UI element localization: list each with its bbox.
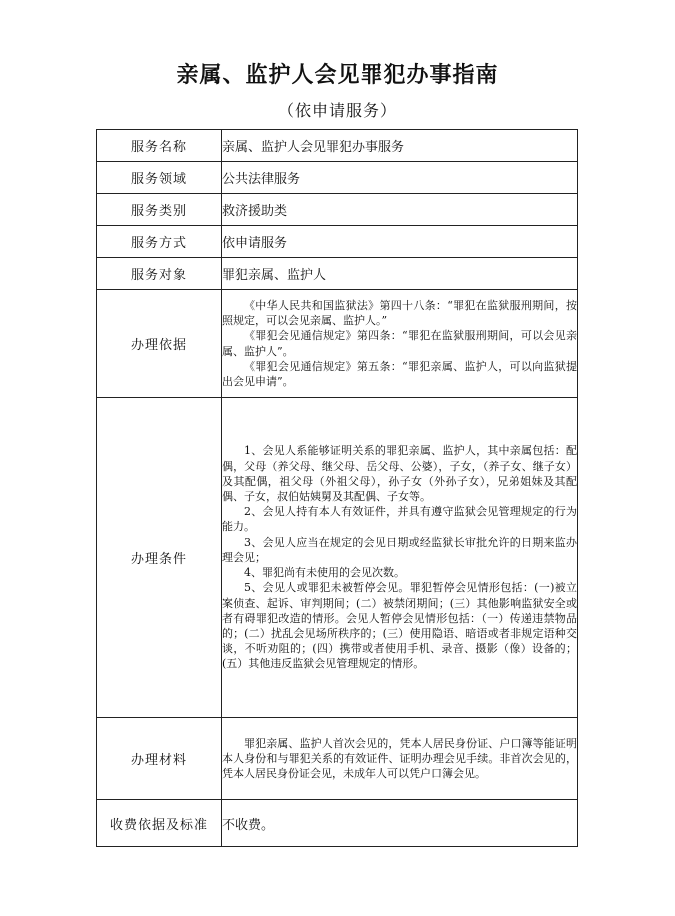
condition-paragraph: 3、会见人应当在规定的会见日期或经监狱长审批允许的日期来监办理会见； (222, 535, 577, 564)
condition-paragraph: 1、会见人系能够证明关系的罪犯亲属、监护人，其中亲属包括：配偶，父母（养父母、继父母、岳父母、公婆），子女，（养子女、继子女）及其配偶，祖父母（外祖父母），孙子女（外孙子女），兄弟姐妹及其配偶、子女，叔伯姑姨舅及其配偶、子女等。 (222, 444, 577, 504)
row-label-service-name: 服务名称 (97, 130, 222, 162)
table-row (97, 258, 578, 290)
basis-paragraph: 《罪犯会见通信规定》第四条：“罪犯在监狱服刑期间，可以会见亲属、监护人”。 (222, 329, 577, 358)
row-value-service-category: 救济援助类 (222, 194, 578, 226)
row-label-basis: 办理依据 (97, 290, 222, 398)
table-row (97, 398, 578, 718)
condition-paragraph: 2、会见人持有本人有效证件，并具有遵守监狱会见管理规定的行为能力。 (222, 505, 577, 534)
row-label-service-method: 服务方式 (97, 226, 222, 258)
row-value-service-domain: 公共法律服务 (222, 162, 578, 194)
service-guide-table (96, 129, 578, 847)
row-value-service-method: 依申请服务 (222, 226, 578, 258)
page-subtitle: （依申请服务） (277, 101, 397, 120)
row-value-basis (222, 290, 578, 398)
table-row (97, 290, 578, 398)
condition-paragraph: 4、罪犯尚有未使用的会见次数。 (244, 566, 405, 580)
table-row (97, 800, 578, 847)
condition-paragraph: 5、会见人或罪犯未被暂停会见。罪犯暂停会见情形包括：(一)被立案侦查、起诉、审判期间；(二）被禁闭期间；(三）其他影响监狱安全或者有碍罪犯改造的情形。会见人暂停会见情形包括：（一）传递违禁物品的；(二）扰乱会见场所秩序的；(三）使用隐语、暗语或者非规定语种交谈，不听劝阻的；(四）携带或者使用手机、录音、摄影（像）设备的；(五）其他违反监狱会见管理规定的情形。 (222, 581, 577, 671)
row-value-fee: 不收费。 (222, 800, 578, 847)
row-value-service-target: 罪犯亲属、监护人 (222, 258, 578, 290)
table-row (97, 162, 578, 194)
table-row (97, 130, 578, 162)
row-label-service-category: 服务类别 (97, 194, 222, 226)
materials-paragraph: 罪犯亲属、监护人首次会见的，凭本人居民身份证、户口簿等能证明本人身份和与罪犯关系的有效证件、证明办理会见手续。非首次会见的，凭本人居民身份证会见，未成年人可以凭户口簿会见。 (222, 736, 577, 781)
table-row (97, 194, 578, 226)
row-label-service-domain: 服务领域 (97, 162, 222, 194)
row-value-materials (222, 718, 578, 800)
row-value-service-name: 亲属、监护人会见罪犯办事服务 (222, 130, 578, 162)
basis-paragraph: 《罪犯会见通信规定》第五条：“罪犯亲属、监护人，可以向监狱提出会见申请”。 (222, 359, 577, 388)
page-title: 亲属、监护人会见罪犯办事指南 (176, 63, 499, 88)
basis-paragraph: 《中华人民共和国监狱法》第四十八条：“罪犯在监狱服刑期间，按照规定，可以会见亲属、监护人。” (222, 298, 577, 328)
row-label-service-target: 服务对象 (97, 258, 222, 290)
table-row (97, 718, 578, 800)
row-label-conditions: 办理条件 (97, 398, 222, 718)
row-value-conditions (222, 398, 578, 718)
table-row (97, 226, 578, 258)
row-label-fee: 收费依据及标准 (97, 800, 222, 847)
row-label-materials: 办理材料 (97, 718, 222, 800)
